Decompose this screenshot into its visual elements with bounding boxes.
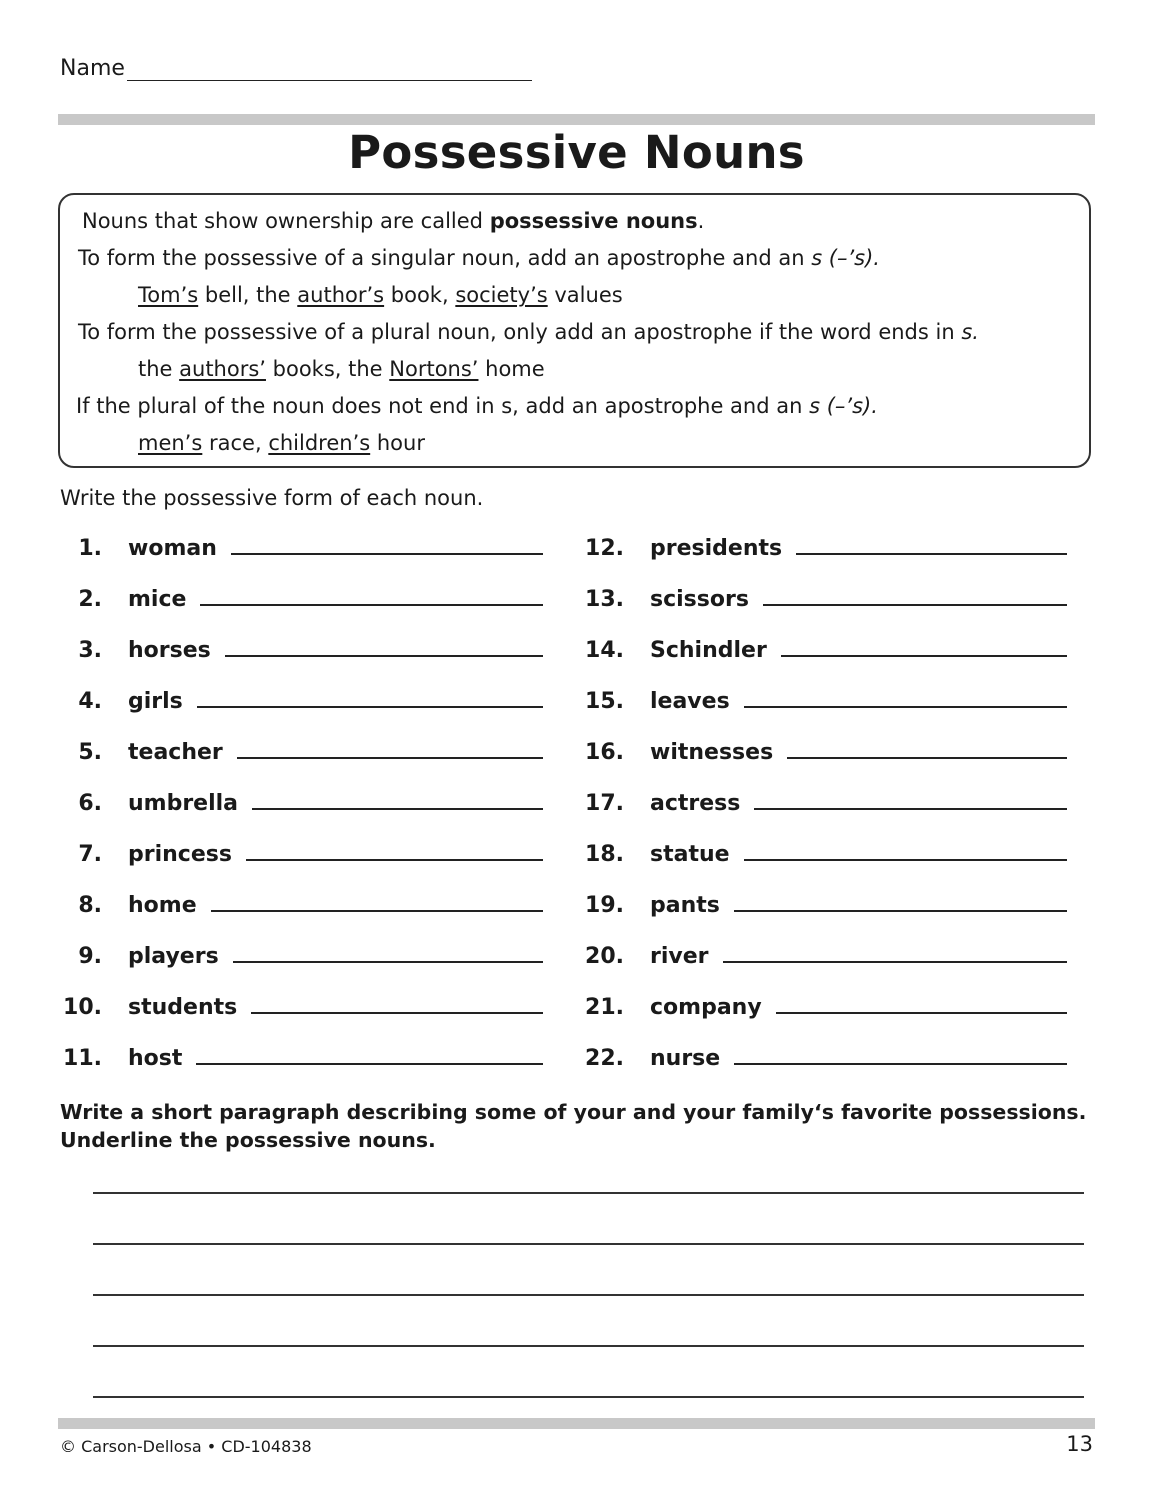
rules-box (58, 193, 1091, 468)
item-noun: scissors (650, 587, 749, 612)
item-number: 19. (585, 893, 624, 918)
item-number: 3. (78, 638, 102, 663)
irregular-examples: men’s race, children’s hour (138, 431, 425, 455)
item-number: 14. (585, 638, 624, 663)
writing-line[interactable] (93, 1396, 1084, 1398)
answer-blank[interactable] (744, 859, 1067, 861)
answer-blank[interactable] (796, 553, 1067, 555)
exercise-item (582, 731, 1067, 765)
exercise-item (582, 527, 1067, 561)
writing-line[interactable] (93, 1345, 1084, 1347)
item-noun: host (128, 1046, 183, 1071)
exercise-item (582, 986, 1067, 1020)
answer-blank[interactable] (781, 655, 1067, 657)
name-field (60, 56, 532, 81)
exercise-item (582, 1037, 1067, 1071)
item-number: 2. (78, 587, 102, 612)
item-noun: pants (650, 893, 720, 918)
answer-blank[interactable] (776, 1012, 1067, 1014)
item-noun: woman (128, 536, 217, 561)
answer-blank[interactable] (196, 1063, 543, 1065)
exercise-item (60, 782, 543, 816)
exercise-item (60, 731, 543, 765)
key-term: possessive nouns (489, 209, 698, 233)
item-noun: girls (128, 689, 183, 714)
exercise-item (582, 782, 1067, 816)
copyright: © Carson-Dellosa • CD-104838 (60, 1437, 312, 1456)
exercise-item (582, 833, 1067, 867)
exercise-item (60, 833, 543, 867)
answer-blank[interactable] (197, 706, 543, 708)
answer-blank[interactable] (200, 604, 543, 606)
item-noun: home (128, 893, 197, 918)
intro-line: Nouns that show ownership are called possessive nouns. (82, 209, 705, 233)
item-number: 7. (78, 842, 102, 867)
item-noun: actress (650, 791, 741, 816)
answer-blank[interactable] (744, 706, 1067, 708)
writing-line[interactable] (93, 1243, 1084, 1245)
item-noun: river (650, 944, 709, 969)
exercise-item (582, 680, 1067, 714)
instruction: Write the possessive form of each noun. (60, 486, 484, 510)
answer-blank[interactable] (246, 859, 543, 861)
answer-blank[interactable] (251, 1012, 543, 1014)
item-noun: teacher (128, 740, 223, 765)
answer-blank[interactable] (252, 808, 543, 810)
item-number: 9. (78, 944, 102, 969)
exercise-item (582, 935, 1067, 969)
item-noun: players (128, 944, 219, 969)
plural-rule: To form the possessive of a plural noun, only add an apostrophe if the word ends in s. (78, 320, 979, 344)
item-number: 16. (585, 740, 624, 765)
item-noun: horses (128, 638, 211, 663)
exercise-item (582, 629, 1067, 663)
exercise-item (60, 935, 543, 969)
writing-line[interactable] (93, 1294, 1084, 1296)
item-number: 12. (585, 536, 624, 561)
name-label: Name (60, 56, 125, 81)
exercise-item (60, 629, 543, 663)
singular-examples: Tom’s bell, the author’s book, society’s values (138, 283, 623, 307)
item-number: 4. (78, 689, 102, 714)
item-number: 18. (585, 842, 624, 867)
item-number: 20. (585, 944, 624, 969)
exercise-item (60, 1037, 543, 1071)
exercise-item (60, 527, 543, 561)
item-number: 13. (585, 587, 624, 612)
item-number: 15. (585, 689, 624, 714)
item-number: 22. (585, 1046, 624, 1071)
item-noun: umbrella (128, 791, 239, 816)
plural-examples: the authors’ books, the Nortons’ home (138, 357, 545, 381)
item-number: 1. (78, 536, 102, 561)
exercise-item (60, 884, 543, 918)
answer-blank[interactable] (211, 910, 543, 912)
item-number: 6. (78, 791, 102, 816)
item-noun: princess (128, 842, 232, 867)
item-noun: mice (128, 587, 187, 612)
answer-blank[interactable] (754, 808, 1067, 810)
item-noun: presidents (650, 536, 783, 561)
answer-blank[interactable] (237, 757, 543, 759)
item-noun: statue (650, 842, 730, 867)
exercise-item (60, 680, 543, 714)
writing-line[interactable] (93, 1192, 1084, 1194)
item-number: 8. (78, 893, 102, 918)
name-blank[interactable] (127, 56, 532, 81)
bottom-rule-bar (58, 1418, 1095, 1429)
singular-rule: To form the possessive of a singular noun, add an apostrophe and an s (–’s). (78, 246, 880, 270)
answer-blank[interactable] (787, 757, 1067, 759)
paragraph-prompt: Write a short paragraph describing some of your and your family‘s favorite possessions. Underline the possessive nouns. (60, 1100, 1087, 1152)
exercise-item (582, 884, 1067, 918)
irregular-rule: If the plural of the noun does not end in s, add an apostrophe and an s (–’s). (76, 394, 878, 418)
exercise-item (60, 578, 543, 612)
item-number: 17. (585, 791, 624, 816)
answer-blank[interactable] (734, 1063, 1067, 1065)
item-noun: witnesses (650, 740, 774, 765)
item-noun: leaves (650, 689, 730, 714)
item-noun: nurse (650, 1046, 721, 1071)
answer-blank[interactable] (723, 961, 1067, 963)
page-number: 13 (1066, 1432, 1093, 1456)
item-number: 5. (78, 740, 102, 765)
page-title: Possessive Nouns (348, 126, 805, 179)
top-rule-bar (58, 114, 1095, 125)
item-noun: Schindler (650, 638, 767, 663)
answer-blank[interactable] (763, 604, 1067, 606)
answer-blank[interactable] (734, 910, 1067, 912)
answer-blank[interactable] (233, 961, 543, 963)
exercise-item (60, 986, 543, 1020)
item-noun: company (650, 995, 762, 1020)
item-number: 10. (63, 995, 102, 1020)
exercise-item (582, 578, 1067, 612)
item-noun: students (128, 995, 238, 1020)
answer-blank[interactable] (225, 655, 543, 657)
item-number: 21. (585, 995, 624, 1020)
answer-blank[interactable] (231, 553, 543, 555)
item-number: 11. (63, 1046, 102, 1071)
